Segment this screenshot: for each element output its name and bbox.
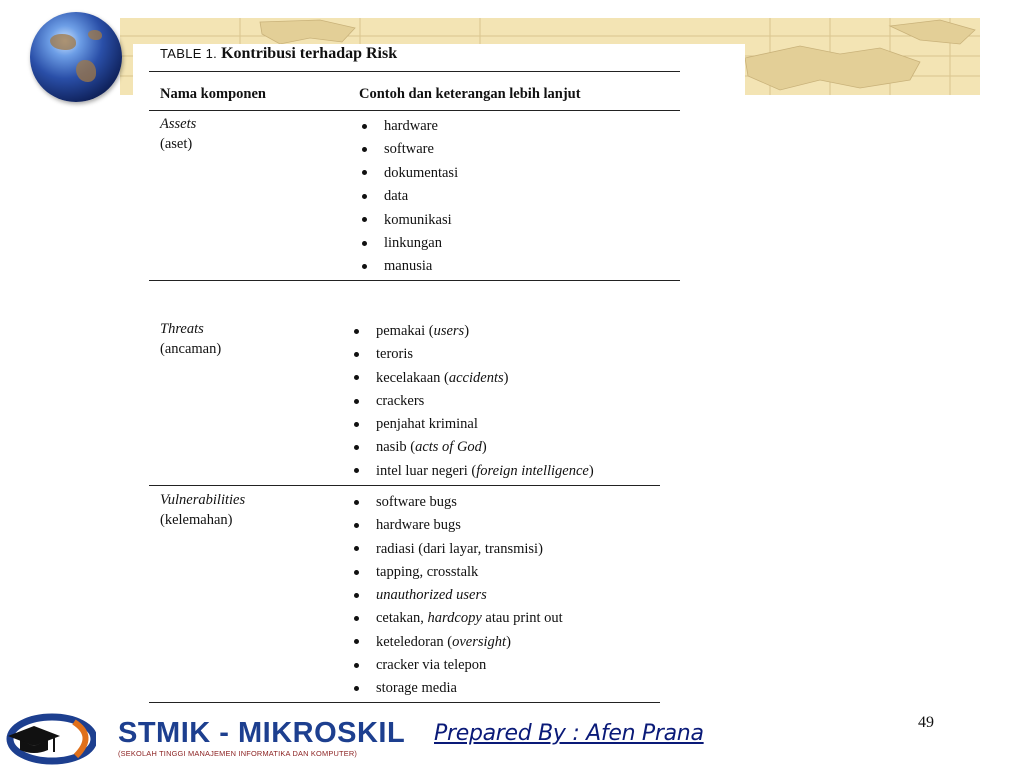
item-text: kecelakaan (	[376, 369, 449, 386]
threats-bottom-rule	[149, 485, 660, 486]
item-tail: )	[481, 439, 487, 456]
component-name-en: Vulnerabilities	[160, 492, 246, 508]
component-name-en: Threats	[160, 321, 204, 337]
item-tail: atau print out	[481, 610, 563, 627]
component-vulnerabilities	[160, 490, 245, 530]
component-threats	[160, 319, 221, 359]
table-title	[160, 45, 397, 63]
list-item	[353, 584, 563, 607]
list-item	[353, 654, 563, 677]
item-tail: )	[506, 633, 511, 650]
graduation-cap-icon	[4, 712, 96, 766]
item-text: cetakan,	[376, 610, 428, 627]
list-item	[361, 162, 458, 185]
prepared-by-text: Prepared By : Afen Prana	[434, 721, 704, 746]
brand-logo	[118, 718, 410, 758]
item-text: manusia	[384, 258, 433, 275]
list-item	[361, 115, 458, 138]
item-emphasis: foreign intelligence	[476, 462, 589, 479]
item-tail: )	[503, 369, 509, 386]
item-tail: )	[588, 462, 594, 479]
item-emphasis: users	[433, 323, 465, 339]
assets-list	[361, 115, 458, 279]
table-bottom-rule	[149, 702, 660, 703]
item-emphasis: unauthorized users	[376, 587, 487, 604]
item-text: hardware	[384, 118, 438, 134]
list-item	[353, 631, 563, 654]
item-text: intel luar negeri (	[376, 462, 477, 479]
header-bottom-rule	[149, 110, 680, 111]
list-item	[353, 561, 563, 584]
component-assets	[160, 114, 196, 154]
list-item	[353, 343, 594, 366]
item-text: hardware bugs	[376, 517, 461, 534]
item-text: storage media	[376, 680, 457, 697]
item-text: cracker via telepon	[376, 657, 487, 674]
assets-bottom-rule	[149, 280, 680, 281]
list-item	[353, 367, 594, 390]
list-item	[353, 460, 594, 483]
item-text: komunikasi	[384, 211, 452, 228]
list-item	[353, 677, 563, 700]
globe-icon	[30, 12, 122, 102]
header-description: Contoh dan keterangan lebih lanjut	[359, 86, 581, 102]
vulnerabilities-list	[353, 491, 563, 701]
component-name-id: (kelemahan)	[160, 512, 233, 528]
item-text: linkungan	[384, 234, 442, 251]
component-name-id: (aset)	[160, 136, 193, 152]
table-label: TABLE 1.	[160, 46, 218, 61]
item-text: software	[384, 141, 434, 158]
item-emphasis: hardcopy	[427, 610, 482, 627]
list-item	[353, 320, 594, 343]
list-item	[353, 390, 594, 413]
list-item	[361, 232, 458, 255]
table-top-rule	[149, 71, 680, 72]
brand-subtitle: (SEKOLAH TINGGI MANAJEMEN INFORMATIKA DAN KOMPUTER)	[118, 749, 358, 758]
item-tail: )	[464, 323, 470, 339]
list-item	[353, 413, 594, 436]
item-text: crackers	[376, 392, 425, 409]
item-text: penjahat kriminal	[376, 416, 478, 433]
item-text: teroris	[376, 346, 414, 363]
item-text: radiasi (dari layar, transmisi)	[376, 540, 543, 557]
item-text: data	[384, 188, 409, 205]
item-emphasis: accidents	[448, 369, 504, 386]
list-item	[353, 514, 563, 537]
list-item	[353, 491, 563, 514]
brand-name: STMIK - MIKROSKIL	[118, 717, 406, 749]
header-component: Nama komponen	[160, 86, 266, 102]
table-title-text: Kontribusi terhadap Risk	[221, 45, 398, 62]
item-text: nasib (	[376, 439, 416, 456]
page-number: 49	[918, 714, 934, 731]
item-text: pemakai (	[376, 323, 434, 339]
item-text: tapping, crosstalk	[376, 563, 479, 580]
threats-list	[353, 320, 594, 483]
component-name-id: (ancaman)	[160, 341, 222, 357]
list-item	[353, 607, 563, 630]
list-item	[353, 538, 563, 561]
item-text: dokumentasi	[384, 164, 459, 181]
list-item	[353, 436, 594, 459]
list-item	[361, 138, 458, 161]
item-text: software bugs	[376, 494, 457, 510]
component-name-en: Assets	[160, 116, 197, 132]
list-item	[361, 209, 458, 232]
item-emphasis: acts of God	[415, 439, 482, 456]
item-text: keteledoran (	[376, 633, 453, 650]
list-item	[361, 185, 458, 208]
item-emphasis: oversight	[452, 633, 507, 650]
list-item	[361, 255, 458, 278]
